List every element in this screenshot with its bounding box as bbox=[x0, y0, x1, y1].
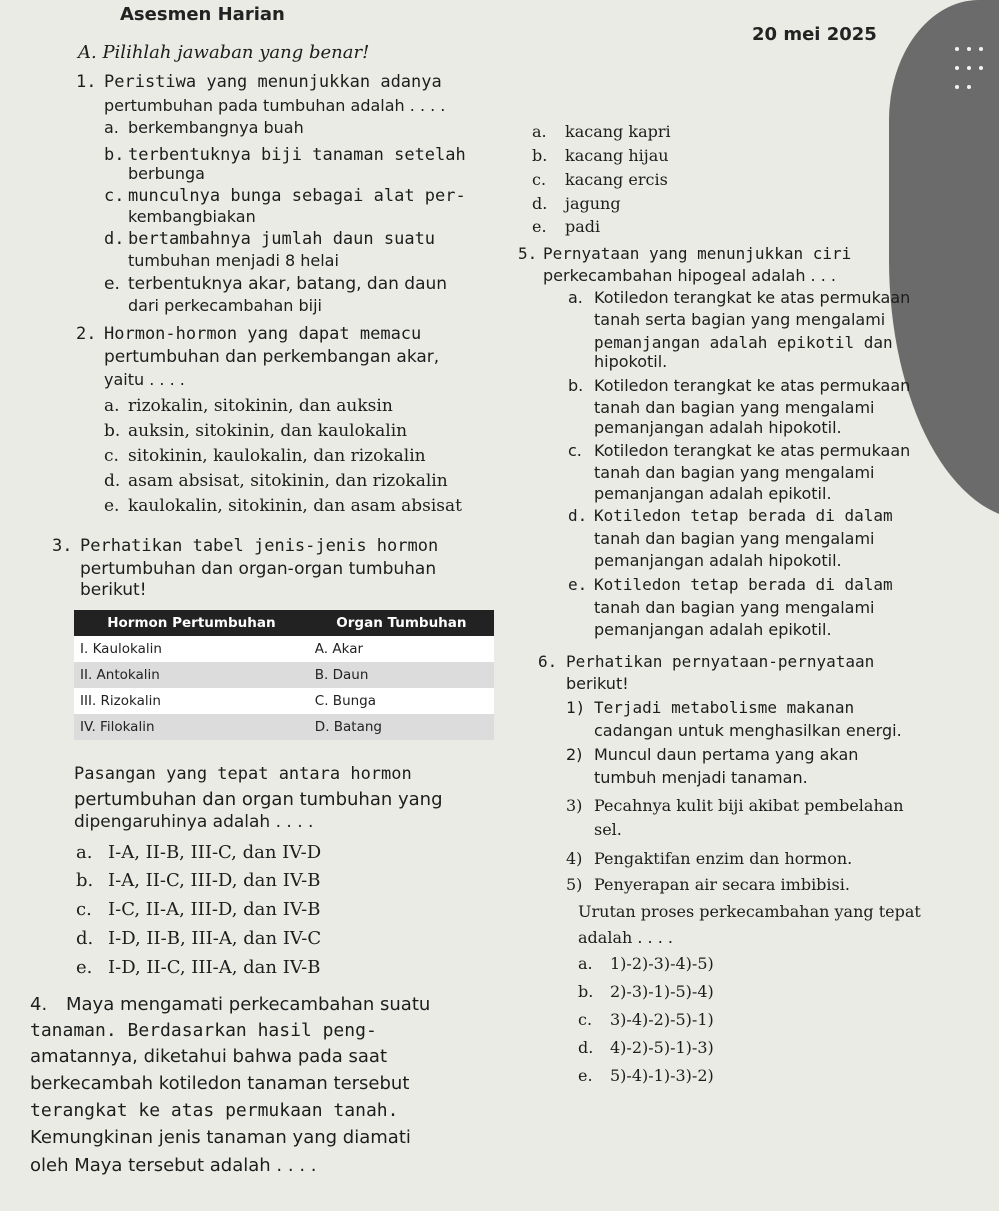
option-label: c. bbox=[104, 186, 125, 206]
option-label: a. bbox=[578, 954, 593, 973]
option-text[interactable]: rizokalin, sitokinin, dan auksin bbox=[128, 396, 393, 416]
question-text: Kemungkinan jenis tanaman yang diamati bbox=[30, 1127, 411, 1148]
option-text[interactable]: I-A, II-C, III-D, dan IV-B bbox=[108, 870, 321, 891]
question-text: Perhatikan tabel jenis-jenis hormon bbox=[80, 536, 439, 556]
question-text: berikut! bbox=[566, 674, 629, 693]
option-text: pemanjangan adalah epikotil dan bbox=[594, 333, 893, 352]
table-row bbox=[74, 662, 494, 688]
option-text[interactable]: munculnya bunga sebagai alat per- bbox=[128, 186, 466, 206]
statement-label: 3) bbox=[566, 796, 583, 815]
option-label: b. bbox=[104, 421, 121, 441]
option-label: e. bbox=[104, 274, 120, 294]
option-label: d. bbox=[532, 194, 548, 213]
option-label: b. bbox=[104, 145, 125, 165]
question-number: 5. bbox=[518, 244, 538, 263]
option-text[interactable]: bertambahnya jumlah daun suatu bbox=[128, 229, 436, 249]
option-text[interactable]: kacang kapri bbox=[565, 122, 671, 141]
table-header: Organ Tumbuhan bbox=[309, 610, 494, 636]
option-label: d. bbox=[578, 1038, 594, 1057]
option-label: d. bbox=[568, 506, 588, 525]
page-title: Asesmen Harian bbox=[120, 4, 285, 25]
option-label: e. bbox=[568, 575, 588, 594]
option-label: b. bbox=[532, 146, 548, 165]
option-text: pemanjangan adalah hipokotil. bbox=[594, 551, 842, 570]
option-text[interactable]: 5)-4)-1)-3)-2) bbox=[610, 1066, 714, 1085]
question-text: Peristiwa yang menunjukkan adanya bbox=[104, 72, 442, 92]
option-text: pemanjangan adalah epikotil. bbox=[594, 620, 832, 639]
option-label: b. bbox=[568, 376, 584, 395]
question-number: 3. bbox=[52, 536, 73, 556]
option-label: e. bbox=[578, 1066, 593, 1085]
option-text[interactable]: I-D, II-C, III-A, dan IV-B bbox=[108, 957, 321, 978]
option-text[interactable]: 2)-3)-1)-5)-4) bbox=[610, 982, 714, 1001]
statement-text: cadangan untuk menghasilkan energi. bbox=[594, 721, 902, 740]
option-text[interactable]: 4)-2)-5)-1)-3) bbox=[610, 1038, 714, 1057]
option-text: tanah dan bagian yang mengalami bbox=[594, 463, 875, 482]
statement-text: sel. bbox=[594, 820, 622, 839]
option-text: hipokotil. bbox=[594, 352, 668, 371]
question-text: pertumbuhan dan organ tumbuhan yang bbox=[74, 789, 443, 810]
option-label: d. bbox=[104, 229, 125, 249]
statement-text: tumbuh menjadi tanaman. bbox=[594, 768, 808, 787]
table-cell: C. Bunga bbox=[309, 688, 494, 714]
option-label: b. bbox=[76, 870, 94, 891]
question-text: Maya mengamati perkecambahan suatu bbox=[66, 994, 431, 1015]
question-number: 4. bbox=[30, 994, 48, 1015]
option-text: berbunga bbox=[128, 164, 205, 183]
table-row bbox=[74, 636, 494, 662]
decorative-dots bbox=[951, 40, 991, 97]
question-text: adalah . . . . bbox=[578, 928, 673, 947]
question-text: Pernyataan yang menunjukkan ciri bbox=[543, 244, 852, 263]
question-text: terangkat ke atas permukaan tanah. bbox=[30, 1100, 399, 1121]
option-text[interactable]: Kotiledon tetap berada di dalam bbox=[594, 506, 893, 525]
option-label: e. bbox=[76, 957, 93, 978]
question-text: berikut! bbox=[80, 580, 147, 600]
question-number: 2. bbox=[76, 324, 97, 344]
option-label: a. bbox=[104, 396, 120, 416]
option-text[interactable]: Kotiledon terangkat ke atas permukaan bbox=[594, 288, 911, 307]
option-label: c. bbox=[578, 1010, 593, 1029]
option-text[interactable]: berkembangnya buah bbox=[128, 118, 304, 137]
option-text[interactable]: kacang ercis bbox=[565, 170, 668, 189]
question-text: pertumbuhan pada tumbuhan adalah . . . . bbox=[104, 96, 446, 115]
option-label: d. bbox=[76, 928, 94, 949]
option-text[interactable]: auksin, sitokinin, dan kaulokalin bbox=[128, 421, 408, 441]
question-text: perkecambahan hipogeal adalah . . . bbox=[543, 266, 836, 285]
table-cell: B. Daun bbox=[309, 662, 494, 688]
option-text[interactable]: 1)-2)-3)-4)-5) bbox=[610, 954, 714, 973]
option-text[interactable]: Kotiledon terangkat ke atas permukaan bbox=[594, 441, 911, 460]
question-text: Perhatikan pernyataan-pernyataan bbox=[566, 652, 875, 671]
statement-label: 1) bbox=[566, 698, 586, 717]
option-text: tanah serta bagian yang mengalami bbox=[594, 310, 886, 329]
option-text: kembangbiakan bbox=[128, 207, 256, 226]
table-cell: II. Antokalin bbox=[74, 662, 309, 688]
option-text[interactable]: 3)-4)-2)-5)-1) bbox=[610, 1010, 714, 1029]
question-number: 1. bbox=[76, 72, 97, 92]
table-header: Hormon Pertumbuhan bbox=[74, 610, 309, 636]
statement-label: 5) bbox=[566, 875, 583, 894]
option-label: e. bbox=[104, 496, 120, 516]
table-cell: III. Rizokalin bbox=[74, 688, 309, 714]
statement-label: 4) bbox=[566, 849, 583, 868]
option-text: tumbuhan menjadi 8 helai bbox=[128, 251, 339, 270]
question-text: dipengaruhinya adalah . . . . bbox=[74, 812, 314, 832]
table-row bbox=[74, 714, 494, 740]
question-text: amatannya, diketahui bahwa pada saat bbox=[30, 1046, 388, 1067]
section-title: A. Pilihlah jawaban yang benar! bbox=[78, 42, 370, 63]
statement-text: Terjadi metabolisme makanan bbox=[594, 698, 855, 717]
option-text[interactable]: sitokinin, kaulokalin, dan rizokalin bbox=[128, 446, 426, 466]
option-text: pemanjangan adalah epikotil. bbox=[594, 484, 832, 503]
statement-text: Pengaktifan enzim dan hormon. bbox=[594, 849, 853, 868]
statement-label: 2) bbox=[566, 745, 583, 764]
option-text: tanah dan bagian yang mengalami bbox=[594, 598, 875, 617]
option-text[interactable]: terbentuknya biji tanaman setelah bbox=[128, 145, 466, 165]
option-label: a. bbox=[104, 118, 119, 137]
option-text[interactable]: jagung bbox=[565, 194, 621, 213]
handwritten-date: 20 mei 2025 bbox=[752, 24, 877, 45]
option-label: c. bbox=[532, 170, 547, 189]
statement-text: Muncul daun pertama yang akan bbox=[594, 745, 859, 764]
question-text: Urutan proses perkecambahan yang tepat bbox=[578, 902, 921, 921]
question-text: pertumbuhan dan perkembangan akar, bbox=[104, 347, 440, 367]
question-text: pertumbuhan dan organ-organ tumbuhan bbox=[80, 559, 437, 579]
table-cell: A. Akar bbox=[309, 636, 494, 662]
question-number: 6. bbox=[538, 652, 558, 671]
table-cell: IV. Filokalin bbox=[74, 714, 309, 740]
option-text: tanah dan bagian yang mengalami bbox=[594, 398, 875, 417]
option-text[interactable]: Kotiledon terangkat ke atas permukaan bbox=[594, 376, 911, 395]
option-text[interactable]: asam absisat, sitokinin, dan rizokalin bbox=[128, 471, 448, 491]
option-text: pemanjangan adalah hipokotil. bbox=[594, 418, 842, 437]
option-text[interactable]: I-C, II-A, III-D, dan IV-B bbox=[108, 899, 321, 920]
option-label: c. bbox=[104, 446, 119, 466]
question-text: Hormon-hormon yang dapat memacu bbox=[104, 324, 422, 344]
option-label: b. bbox=[578, 982, 594, 1001]
question-text: tanaman. Berdasarkan hasil peng- bbox=[30, 1020, 377, 1041]
question-text: berkecambah kotiledon tanaman tersebut bbox=[30, 1073, 410, 1094]
option-text: dari perkecambahan biji bbox=[128, 296, 322, 315]
statement-text: Pecahnya kulit biji akibat pembelahan bbox=[594, 796, 904, 815]
table-row bbox=[74, 688, 494, 714]
question-text: oleh Maya tersebut adalah . . . . bbox=[30, 1155, 317, 1176]
option-text[interactable]: Kotiledon tetap berada di dalam bbox=[594, 575, 893, 594]
question-text: Pasangan yang tepat antara hormon bbox=[74, 764, 412, 784]
option-text[interactable]: kacang hijau bbox=[565, 146, 669, 165]
option-text[interactable]: terbentuknya akar, batang, dan daun bbox=[128, 274, 448, 294]
option-label: a. bbox=[568, 288, 583, 307]
option-text: tanah dan bagian yang mengalami bbox=[594, 529, 875, 548]
option-label: e. bbox=[532, 217, 547, 236]
option-label: a. bbox=[76, 842, 93, 863]
option-label: d. bbox=[104, 471, 121, 491]
hormone-table bbox=[74, 610, 494, 740]
option-text[interactable]: I-A, II-B, III-C, dan IV-D bbox=[108, 842, 322, 863]
table-cell: D. Batang bbox=[309, 714, 494, 740]
table-cell: I. Kaulokalin bbox=[74, 636, 309, 662]
option-text[interactable]: I-D, II-B, III-A, dan IV-C bbox=[108, 928, 322, 949]
option-label: c. bbox=[76, 899, 92, 920]
statement-text: Penyerapan air secara imbibisi. bbox=[594, 875, 850, 894]
question-text: yaitu . . . . bbox=[104, 370, 185, 389]
option-text[interactable]: kaulokalin, sitokinin, dan asam absisat bbox=[128, 496, 462, 516]
option-label: c. bbox=[568, 441, 582, 460]
option-label: a. bbox=[532, 122, 547, 141]
option-text[interactable]: padi bbox=[565, 217, 601, 236]
